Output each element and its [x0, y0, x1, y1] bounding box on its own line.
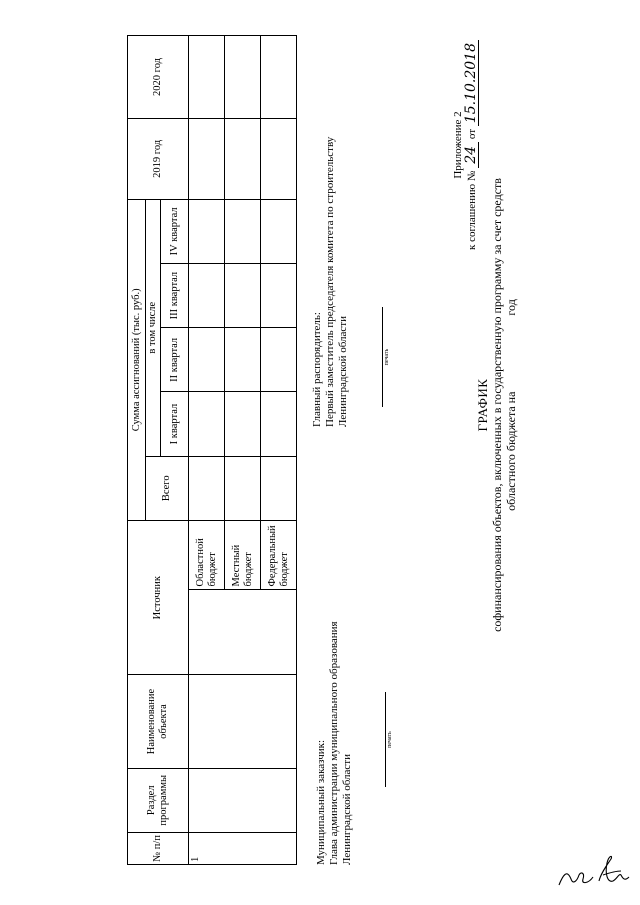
- handwritten-signature: [555, 845, 635, 895]
- appendix-title: Приложение 2: [452, 111, 464, 179]
- header-q4: IV квартал: [161, 199, 189, 263]
- source-local: Местный бюджет: [225, 520, 261, 590]
- header-section: Раздел программы: [128, 768, 189, 832]
- cell-q3: [225, 263, 261, 327]
- header-2020: 2020 год: [128, 36, 189, 119]
- table-row: [189, 36, 225, 865]
- row-num: 1: [189, 832, 297, 864]
- row-name: [189, 675, 297, 768]
- cell-q4: [189, 199, 225, 263]
- cell-q2: [261, 328, 297, 392]
- date-prefix: от: [466, 128, 478, 140]
- customer-line2: Глава администрации муниципального образования: [328, 621, 340, 865]
- cell-q4: [225, 199, 261, 263]
- title-line2: софинансирования объектов, включенных в государственную программу за счет средств: [490, 178, 504, 632]
- agreement-prefix: к соглашению №: [466, 170, 478, 250]
- header-including: в том числе: [146, 199, 161, 456]
- cell-2020: [189, 36, 225, 119]
- row-section: [189, 768, 297, 832]
- header-name: Наименование объекта: [128, 675, 189, 768]
- row-spacer: [189, 590, 297, 675]
- customer-label: Муниципальный заказчик:: [315, 739, 327, 865]
- document-title: [476, 55, 518, 755]
- header-2019: 2019 год: [128, 118, 189, 199]
- cell-q1: [189, 392, 225, 456]
- title-heading: ГРАФИК: [475, 378, 490, 432]
- agreement-number: 24: [465, 142, 479, 168]
- title-line3-start: областного бюджета на: [504, 391, 518, 511]
- header-q1: I квартал: [161, 392, 189, 456]
- title-line3: [504, 55, 518, 755]
- distributor-signature-block: [311, 27, 350, 427]
- customer-stamp-label: печать: [387, 731, 393, 748]
- cell-q2: [225, 328, 261, 392]
- cell-q3: [189, 263, 225, 327]
- cell-q4: [261, 199, 297, 263]
- cell-q3: [261, 263, 297, 327]
- cell-2020: [225, 36, 261, 119]
- customer-signature-block: [315, 525, 354, 865]
- cell-q2: [189, 328, 225, 392]
- distributor-sign-line: [382, 307, 383, 407]
- title-line3-end: год: [504, 299, 518, 316]
- source-regional: Областной бюджет: [189, 520, 225, 590]
- appendix-header: [452, 25, 479, 265]
- customer-sign-line: [385, 692, 386, 787]
- distributor-line2: Первый заместитель председателя комитета по строительству: [324, 136, 336, 427]
- cell-2019: [225, 118, 261, 199]
- cell-2019: [189, 118, 225, 199]
- distributor-line3: Ленинградской области: [337, 316, 349, 427]
- cell-q1: [225, 392, 261, 456]
- agreement-date: 15.10.2018: [465, 40, 479, 126]
- cell-q1: [261, 392, 297, 456]
- cell-total: [261, 456, 297, 520]
- customer-line3: Ленинградской области: [341, 754, 353, 865]
- cell-2019: [261, 118, 297, 199]
- header-q2: II квартал: [161, 328, 189, 392]
- cell-total: [225, 456, 261, 520]
- header-source: Источник: [128, 520, 189, 675]
- header-num: № п/п: [128, 832, 189, 864]
- header-total: Всего: [146, 456, 189, 520]
- source-federal: Федеральный бюджет: [261, 520, 297, 590]
- header-q3: III квартал: [161, 263, 189, 327]
- distributor-label: Главный распорядитель:: [311, 312, 323, 427]
- cell-2020: [261, 36, 297, 119]
- distributor-stamp-label: печать: [384, 348, 390, 366]
- header-sum: Сумма ассигнований (тыс. руб.): [128, 199, 146, 520]
- cell-total: [189, 456, 225, 520]
- cofinancing-table: [127, 35, 297, 865]
